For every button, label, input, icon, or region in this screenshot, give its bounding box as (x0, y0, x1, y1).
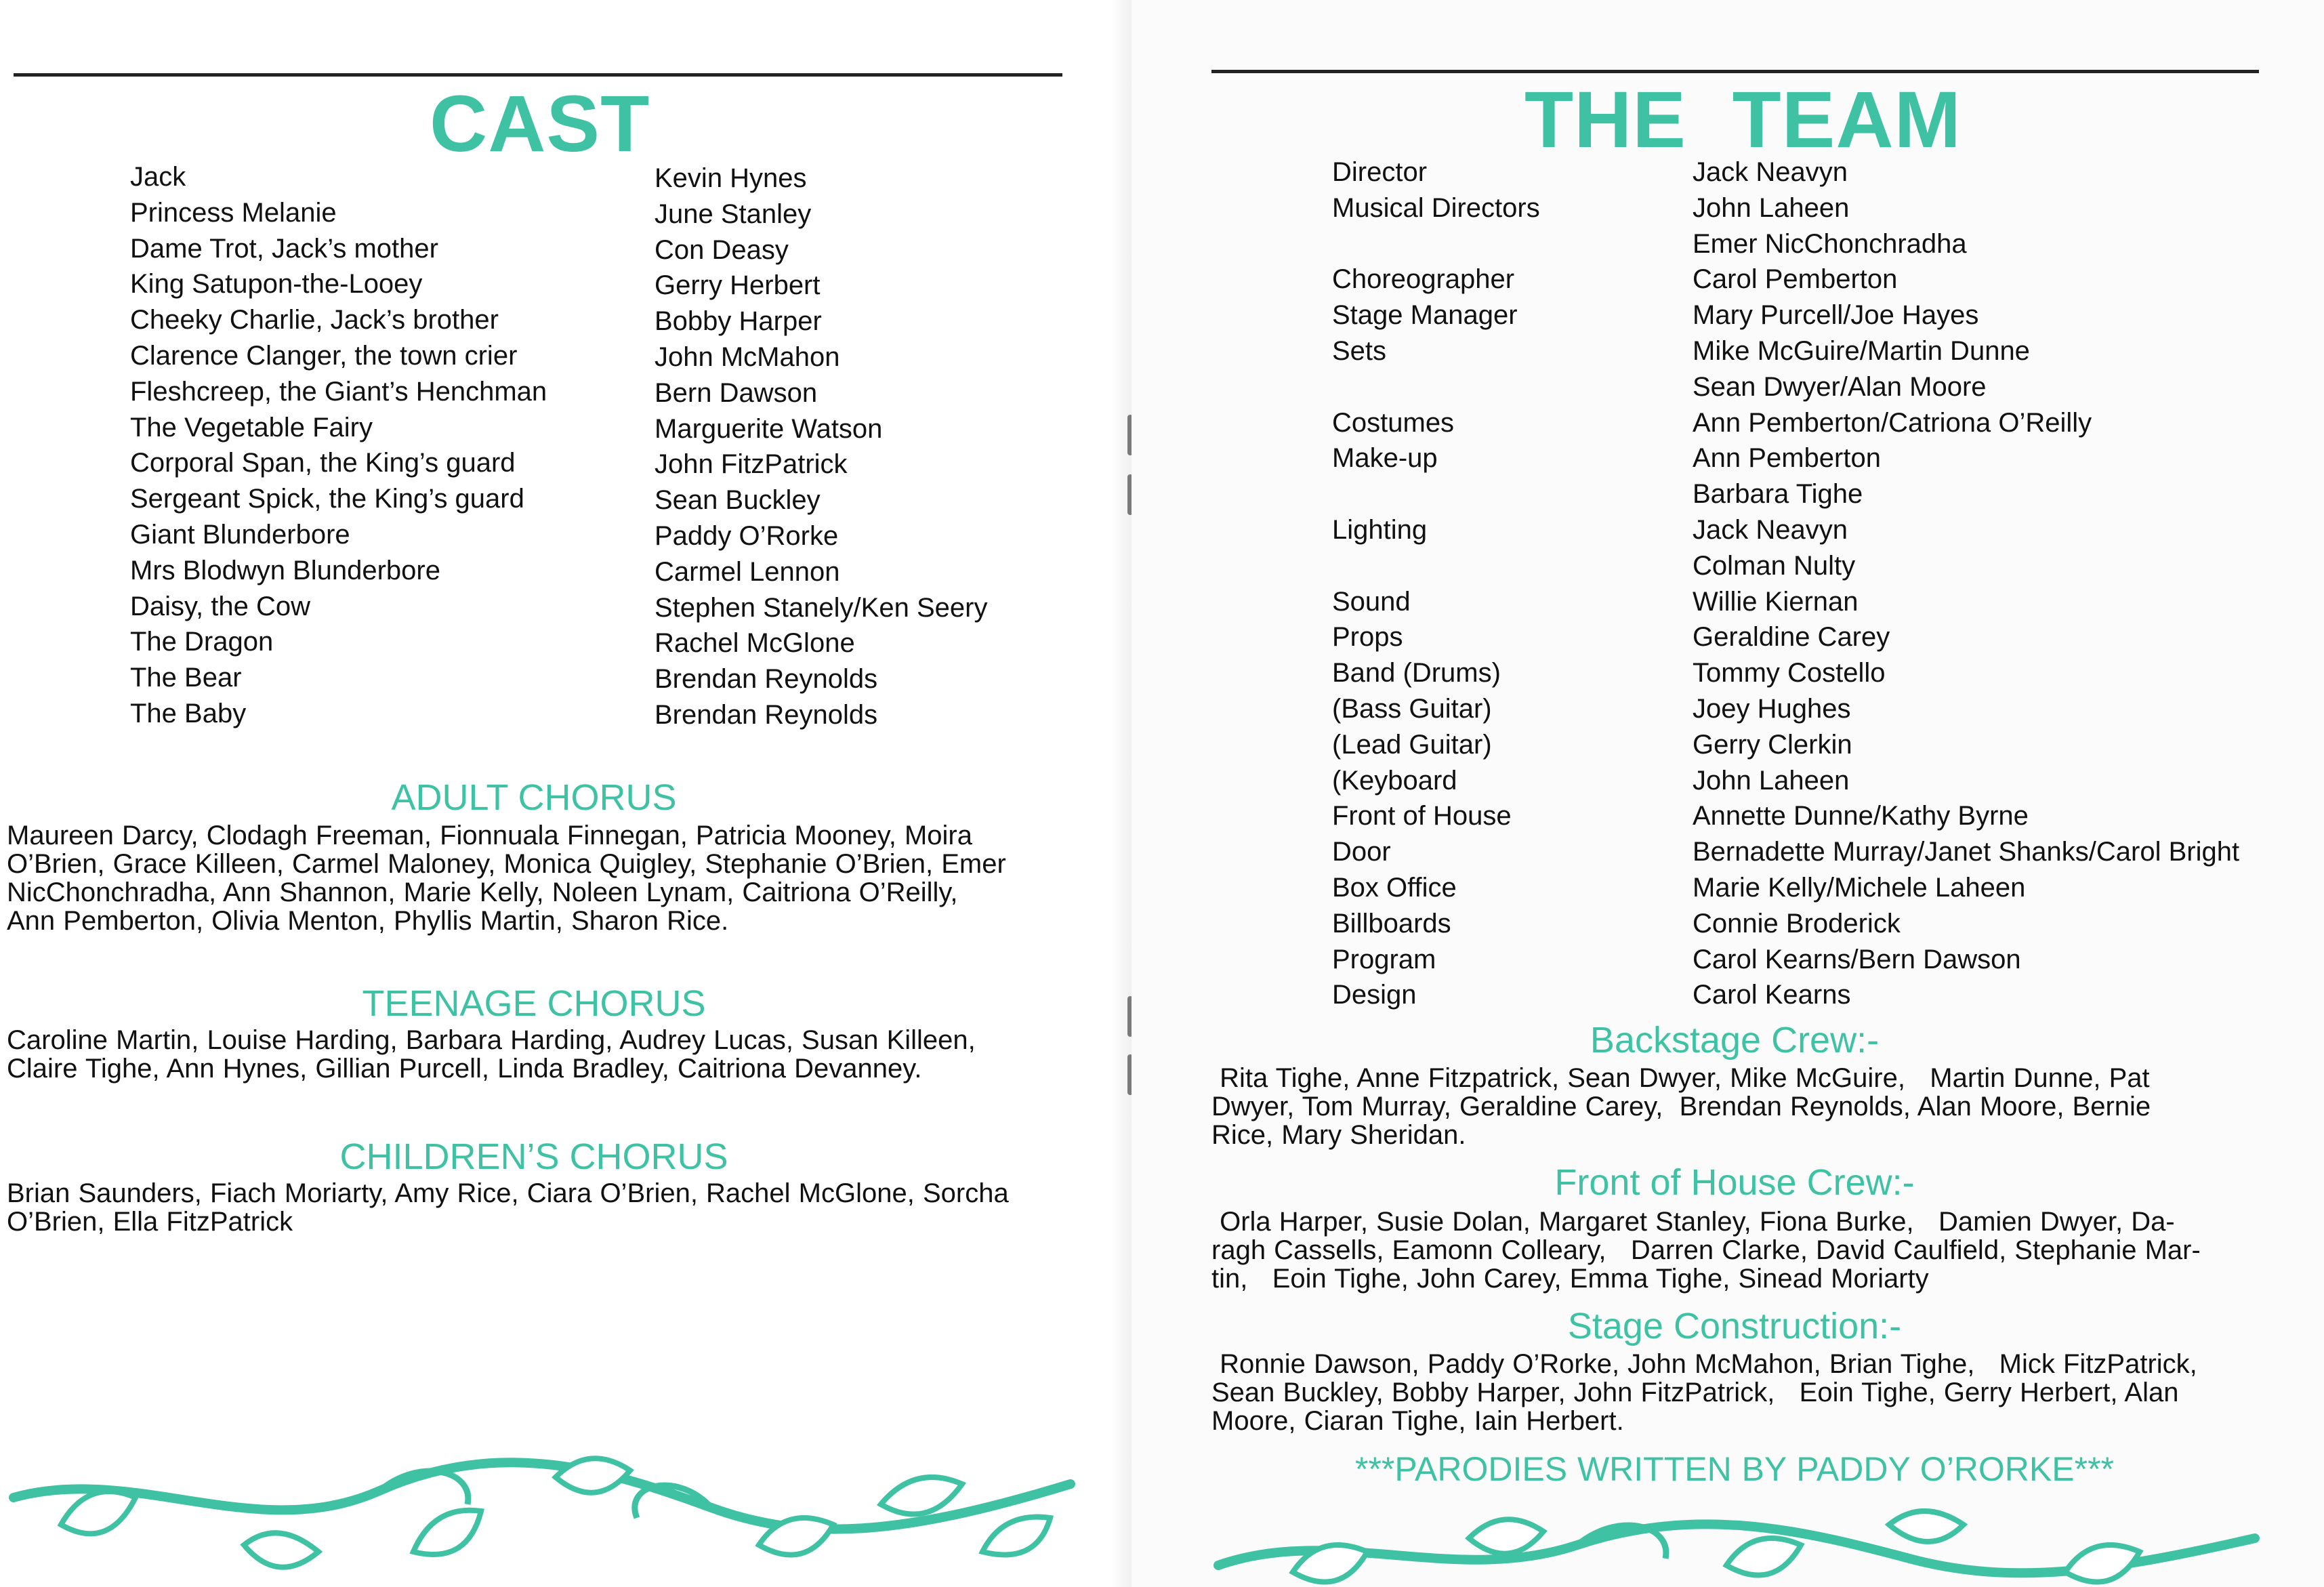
vine-ornament (0, 1443, 1084, 1587)
team-member: Carol Pemberton (1693, 264, 1898, 295)
cast-role: The Vegetable Fairy (130, 412, 373, 442)
team-member: John Laheen (1693, 192, 1850, 223)
team-job: (Lead Guitar) (1332, 729, 1492, 760)
text-line: Orla Harper, Susie Dolan, Margaret Stanley, Fiona Burke, Damien Dwyer, Da- (1211, 1207, 2175, 1237)
team-job: Director (1332, 157, 1428, 187)
team-job: (Keyboard (1332, 765, 1457, 796)
team-member: Jack Neavyn (1693, 514, 1848, 545)
team-member: Ann Pemberton/Catriona O’Reilly (1693, 407, 2092, 438)
cast-role: Mrs Blodwyn Blunderbore (130, 555, 440, 585)
cast-actor: Kevin Hynes (655, 163, 807, 193)
team-member: Sean Dwyer/Alan Moore (1693, 371, 1987, 402)
cast-title: CAST (430, 79, 650, 169)
text-line: Ann Pemberton, Olivia Menton, Phyllis Martin, Sharon Rice. (7, 906, 729, 936)
team-job: Make-up (1332, 443, 1438, 474)
team-member: Colman Nulty (1693, 550, 1856, 581)
text-line: Maureen Darcy, Clodagh Freeman, Fionnuala Finnegan, Patricia Mooney, Moira (7, 821, 972, 850)
cast-role: Princess Melanie (130, 197, 337, 228)
text-line: O’Brien, Ella FitzPatrick (7, 1207, 293, 1237)
team-member: Joey Hughes (1693, 693, 1851, 724)
cast-role: Cheeky Charlie, Jack’s brother (130, 305, 499, 335)
team-name-list (1693, 154, 2239, 1013)
cast-actor: Rachel McGlone (655, 628, 855, 659)
text-line: Moore, Ciaran Tighe, Iain Herbert. (1211, 1406, 1624, 1436)
cast-actor: Marguerite Watson (655, 413, 883, 444)
team-job: Door (1332, 837, 1391, 867)
text-line: ragh Cassells, Eamonn Colleary, Darren Clarke, David Caulfield, Stephanie Mar- (1211, 1235, 2201, 1265)
team-member: Emer NicChonchradha (1693, 228, 1967, 259)
text-line: tin, Eoin Tighe, John Carey, Emma Tighe, Sinead Moriarty (1211, 1264, 1929, 1294)
team-member: John Laheen (1693, 765, 1850, 796)
text-line: NicChonchradha, Ann Shannon, Marie Kelly, Noleen Lynam, Caitriona O’Reilly, (7, 878, 958, 907)
cast-actor: John FitzPatrick (655, 449, 848, 480)
team-member: Bernadette Murray/Janet Shanks/Carol Bright (1693, 837, 2240, 867)
team-job: Billboards (1332, 908, 1451, 939)
cast-actor: Carmel Lennon (655, 556, 840, 587)
text-line: Rita Tighe, Anne Fitzpatrick, Sean Dwyer, Mike McGuire, Martin Dunne, Pat (1211, 1063, 2150, 1093)
team-member: Willie Kiernan (1693, 586, 1859, 617)
cast-role: Dame Trot, Jack’s mother (130, 233, 438, 264)
team-member: Gerry Clerkin (1693, 729, 1852, 760)
team-member: Ann Pemberton (1693, 443, 1881, 474)
team-member: Carol Kearns/Bern Dawson (1693, 944, 2021, 974)
text-line: Claire Tighe, Ann Hynes, Gillian Purcell, Linda Bradley, Caitriona Devanney. (7, 1054, 922, 1084)
cast-actor-list (655, 161, 987, 733)
text-line: Brian Saunders, Fiach Moriarty, Amy Rice, Ciara O’Brien, Rachel McGlone, Sorcha (7, 1178, 1009, 1208)
text-line: Caroline Martin, Louise Harding, Barbara Harding, Audrey Lucas, Susan Killeen, (7, 1025, 976, 1055)
team-member: Geraldine Carey (1693, 622, 1890, 653)
top-rule (1211, 70, 2259, 73)
cast-role: Jack (130, 162, 186, 192)
team-job (1332, 226, 1540, 262)
team-member: Mary Purcell/Joe Hayes (1693, 300, 1979, 331)
team-job: (Bass Guitar) (1332, 693, 1492, 724)
team-job: Design (1332, 980, 1417, 1010)
cast-role: Sergeant Spick, the King’s guard (130, 484, 524, 514)
text-line: Sean Buckley, Bobby Harper, John FitzPatrick, Eoin Tighe, Gerry Herbert, Alan (1211, 1378, 2179, 1407)
team-job: Program (1332, 944, 1436, 974)
cast-role: Corporal Span, the King’s guard (130, 448, 516, 478)
team-title: THE TEAM (1524, 75, 1962, 165)
team-page (1132, 0, 2324, 1587)
cast-actor: Bobby Harper (655, 306, 822, 337)
cast-role: Daisy, the Cow (130, 591, 311, 621)
teenage-chorus-title: TEENAGE CHORUS (362, 983, 706, 1024)
cast-role: The Baby (130, 698, 247, 728)
vine-ornament (1211, 1498, 2268, 1587)
team-job: Band (Drums) (1332, 658, 1501, 688)
cast-actor: Stephen Stanely/Ken Seery (655, 592, 988, 623)
backstage-crew-names (1211, 1064, 2296, 1149)
team-member: Barbara Tighe (1693, 479, 1863, 510)
team-job: Props (1332, 622, 1403, 653)
text-line: Rice, Mary Sheridan. (1211, 1120, 1466, 1150)
team-member: Marie Kelly/Michele Laheen (1693, 872, 2026, 903)
cast-role: Fleshcreep, the Giant’s Henchman (130, 376, 547, 407)
text-line: O’Brien, Grace Killeen, Carmel Maloney, Monica Quigley, Stephanie O’Brien, Emer (7, 849, 1006, 879)
team-job (1332, 369, 1540, 405)
team-job: Stage Manager (1332, 300, 1518, 331)
team-job: Front of House (1332, 801, 1512, 831)
team-member: Connie Broderick (1693, 908, 1901, 939)
cast-actor: Gerry Herbert (655, 270, 821, 301)
team-job: Box Office (1332, 872, 1457, 903)
cast-role: Giant Blunderbore (130, 519, 350, 550)
backstage-crew-title: Backstage Crew:- (1590, 1020, 1880, 1060)
team-member: Annette Dunne/Kathy Byrne (1693, 801, 2029, 831)
adult-chorus-title: ADULT CHORUS (391, 777, 677, 818)
team-job: Musical Directors (1332, 192, 1540, 223)
cast-role: The Dragon (130, 627, 274, 657)
team-job: Lighting (1332, 514, 1428, 545)
team-job-list (1332, 154, 1540, 1013)
team-member: Tommy Costello (1693, 658, 1886, 688)
text-line: Ronnie Dawson, Paddy O’Rorke, John McMahon, Brian Tighe, Mick FitzPatrick, (1211, 1349, 2197, 1379)
text-line: Dwyer, Tom Murray, Geraldine Carey, Brendan Reynolds, Alan Moore, Bernie (1211, 1092, 2151, 1121)
top-rule (14, 73, 1062, 77)
cast-role: Clarence Clanger, the town crier (130, 340, 518, 371)
front-of-house-crew-names (1211, 1208, 2296, 1293)
parodies-credit: ***PARODIES WRITTEN BY PADDY O’RORKE*** (1355, 1450, 2114, 1488)
cast-actor: Bern Dawson (655, 377, 818, 408)
team-member: Mike McGuire/Martin Dunne (1693, 335, 2030, 366)
cast-actor: Paddy O’Rorke (655, 520, 839, 551)
cast-actor: Sean Buckley (655, 485, 821, 516)
childrens-chorus-names (7, 1179, 1104, 1236)
team-job (1332, 548, 1540, 584)
team-member: Jack Neavyn (1693, 157, 1848, 187)
team-job: Sets (1332, 335, 1387, 366)
cast-page (0, 0, 1132, 1587)
cast-actor: Brendan Reynolds (655, 699, 878, 730)
childrens-chorus-title: CHILDREN’S CHORUS (339, 1136, 728, 1177)
team-member: Carol Kearns (1693, 980, 1851, 1010)
cast-actor: Brendan Reynolds (655, 664, 878, 695)
cast-role-list (130, 159, 547, 732)
stage-construction-title: Stage Construction:- (1567, 1306, 1902, 1346)
stage-construction-names (1211, 1350, 2296, 1435)
cast-role: King Satupon-the-Looey (130, 269, 423, 300)
front-of-house-crew-title: Front of House Crew:- (1554, 1162, 1915, 1203)
cast-role: The Bear (130, 663, 242, 693)
team-job: Choreographer (1332, 264, 1515, 295)
team-job: Sound (1332, 586, 1411, 617)
teenage-chorus-names (7, 1026, 1104, 1083)
cast-actor: Con Deasy (655, 234, 789, 265)
team-job: Costumes (1332, 407, 1455, 438)
cast-actor: June Stanley (655, 199, 812, 229)
cast-actor: John McMahon (655, 342, 840, 372)
team-job (1332, 476, 1540, 512)
adult-chorus-names (7, 821, 1104, 935)
